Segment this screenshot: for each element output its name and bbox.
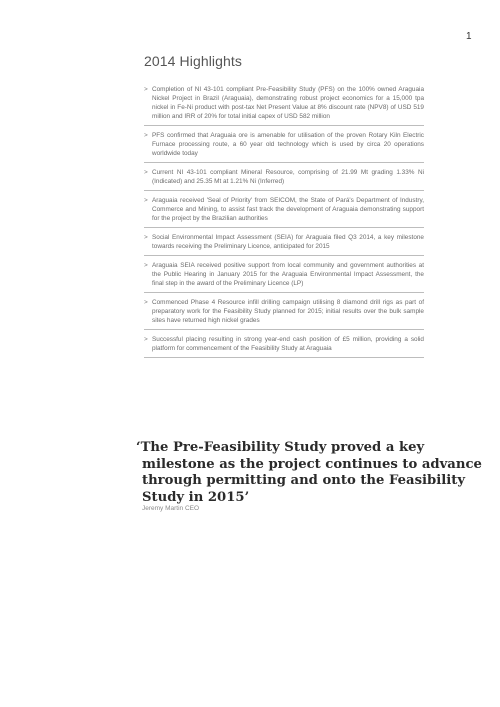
highlight-text: PFS confirmed that Araguaia ore is amenable for utilisation of the proven Rotary Kiln Electric Furnace processing route, a 60 year old technology which is used by circa 20 operations worldwide today: [152, 132, 424, 157]
highlight-item: [144, 296, 424, 330]
highlight-text: Araguaia SEIA received positive support from local community and government authorities at the Public Hearing in January 2015 for the Araguaia Environmental Impact Assessment, the final step in the award of the Preliminary Licence (LP): [152, 262, 424, 287]
quote-line: through permitting and onto the Feasibility: [142, 473, 466, 488]
highlight-item: [144, 129, 424, 163]
pull-quote: [136, 440, 482, 506]
highlight-item: [144, 259, 424, 293]
quote-line: milestone as the project continues to advance: [142, 456, 482, 472]
chevron-right-icon: >: [144, 197, 148, 204]
highlights-list: [144, 83, 424, 361]
highlight-text: Completion of NI 43-101 compliant Pre-Feasibility Study (PFS) on the 100% owned Araguaia Nickel Project in Brazil (Araguaia), demonstrating robust project economics for a 15,000 tpa nickel in Fe-Ni product with post-tax Net Present Value at 8% discount rate (NPV8) of USD 519 million and IRR of 20% for total initial capex of USD 582 million: [152, 86, 424, 120]
section-heading: 2014 Highlights: [144, 53, 243, 69]
highlight-text: Successful placing resulting in strong year-end cash position of £5 million, providing a solid platform for commencement of the Feasibility Study at Araguaia: [152, 336, 424, 352]
chevron-right-icon: >: [144, 169, 148, 176]
chevron-right-icon: >: [144, 86, 148, 93]
highlight-item: [144, 194, 424, 228]
highlight-item: [144, 333, 424, 358]
highlight-text: Araguaia received 'Seal of Priority' from SEICOM, the State of Pará's Department of Industry, Commerce and Mining, to assist fast track the development of Araguaia demonstrating support for the project by the Brazilian authorities: [152, 197, 424, 222]
chevron-right-icon: >: [144, 336, 148, 343]
highlight-text: Commenced Phase 4 Resource infill drilling campaign utilising 8 diamond drill rigs as part of preparatory work for the Feasibility Study planned for 2015; initial results over the bulk sample sites have returned high nickel grades: [152, 299, 424, 324]
quote-line: Study in 2015’: [142, 489, 250, 505]
chevron-right-icon: >: [144, 262, 148, 269]
highlight-item: [144, 83, 424, 126]
highlight-text: Social Environmental Impact Assessment (SEIA) for Araguaia filed Q3 2014, a key milestone towards receiving the Preliminary Licence, anticipated for 2015: [152, 234, 424, 250]
quote-line: ‘The Pre-Feasibility Study proved a key: [136, 440, 425, 455]
highlight-item: [144, 166, 424, 191]
page-number: 1: [466, 31, 472, 42]
chevron-right-icon: >: [144, 299, 148, 306]
chevron-right-icon: >: [144, 132, 148, 139]
highlight-text: Current NI 43-101 compliant Mineral Resource, comprising of 21.99 Mt grading 1.33% Ni (Indicated) and 25.35 Mt at 1.21% Ni (Inferred): [152, 169, 424, 185]
quote-attribution: Jeremy Martin CEO: [142, 505, 200, 512]
highlight-item: [144, 231, 424, 256]
chevron-right-icon: >: [144, 234, 148, 241]
